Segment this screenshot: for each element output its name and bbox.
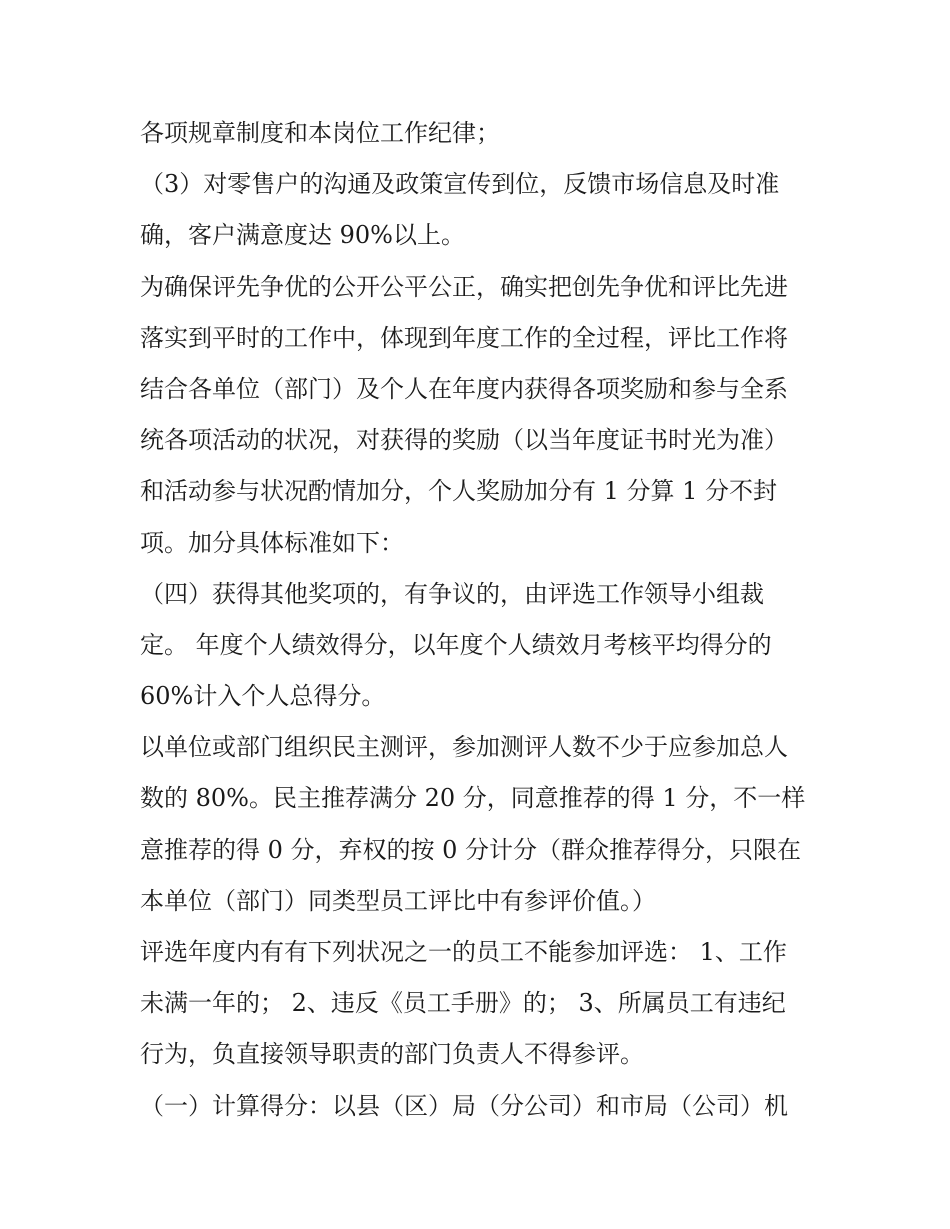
text-line: （3）对零售户的沟通及政策宣传到位，反馈市场信息及时准 [140, 170, 780, 199]
text-line: 为确保评先争优的公开公平公正，确实把创先争优和评比先进 [140, 272, 788, 301]
text-line: 意推荐的得 0 分，弃权的按 0 分计分（群众推荐得分，只限在 [140, 835, 802, 864]
text-line: （四）获得其他奖项的，有争议的，由评选工作领导小组裁 [140, 579, 764, 608]
text-line: 本单位（部门）同类型员工评比中有参评价值。） [140, 886, 656, 915]
text-line: 确，客户满意度达 90%以上。 [140, 221, 465, 250]
text-line: 行为，负直接领导职责的部门负责人不得参评。 [140, 1040, 644, 1069]
text-line: 结合各单位（部门）及个人在年度内获得各项奖励和参与全系 [140, 374, 788, 403]
text-line: 项。加分具体标准如下： [140, 528, 404, 557]
text-line: 60%计入个人总得分。 [140, 682, 386, 711]
text-line: 评选年度内有有下列状况之一的员工不能参加评选： 1、工作 [140, 938, 787, 966]
text-line: 和活动参与状况酌情加分，个人奖励加分有 1 分算 1 分不封 [140, 477, 778, 506]
text-line: 以单位或部门组织民主测评，参加测评人数不少于应参加总人 [140, 733, 788, 762]
text-line: 数的 80%。民主推荐满分 20 分，同意推荐的得 1 分，不一样 [140, 784, 806, 813]
text-line: （一）计算得分：以县（区）局（分公司）和市局（公司）机 [140, 1091, 788, 1120]
text-line: 各项规章制度和本岗位工作纪律； [140, 119, 500, 147]
text-line: 未满一年的； 2、违反《员工手册》的； 3、所属员工有违纪 [140, 989, 786, 1018]
text-line: 定。 年度个人绩效得分，以年度个人绩效月考核平均得分的 [140, 630, 772, 659]
document-body [140, 108, 820, 1132]
text-line: 统各项活动的状况，对获得的奖励（以当年度证书时光为准） [140, 426, 788, 455]
text-line: 落实到平时的工作中，体现到年度工作的全过程，评比工作将 [140, 323, 788, 352]
